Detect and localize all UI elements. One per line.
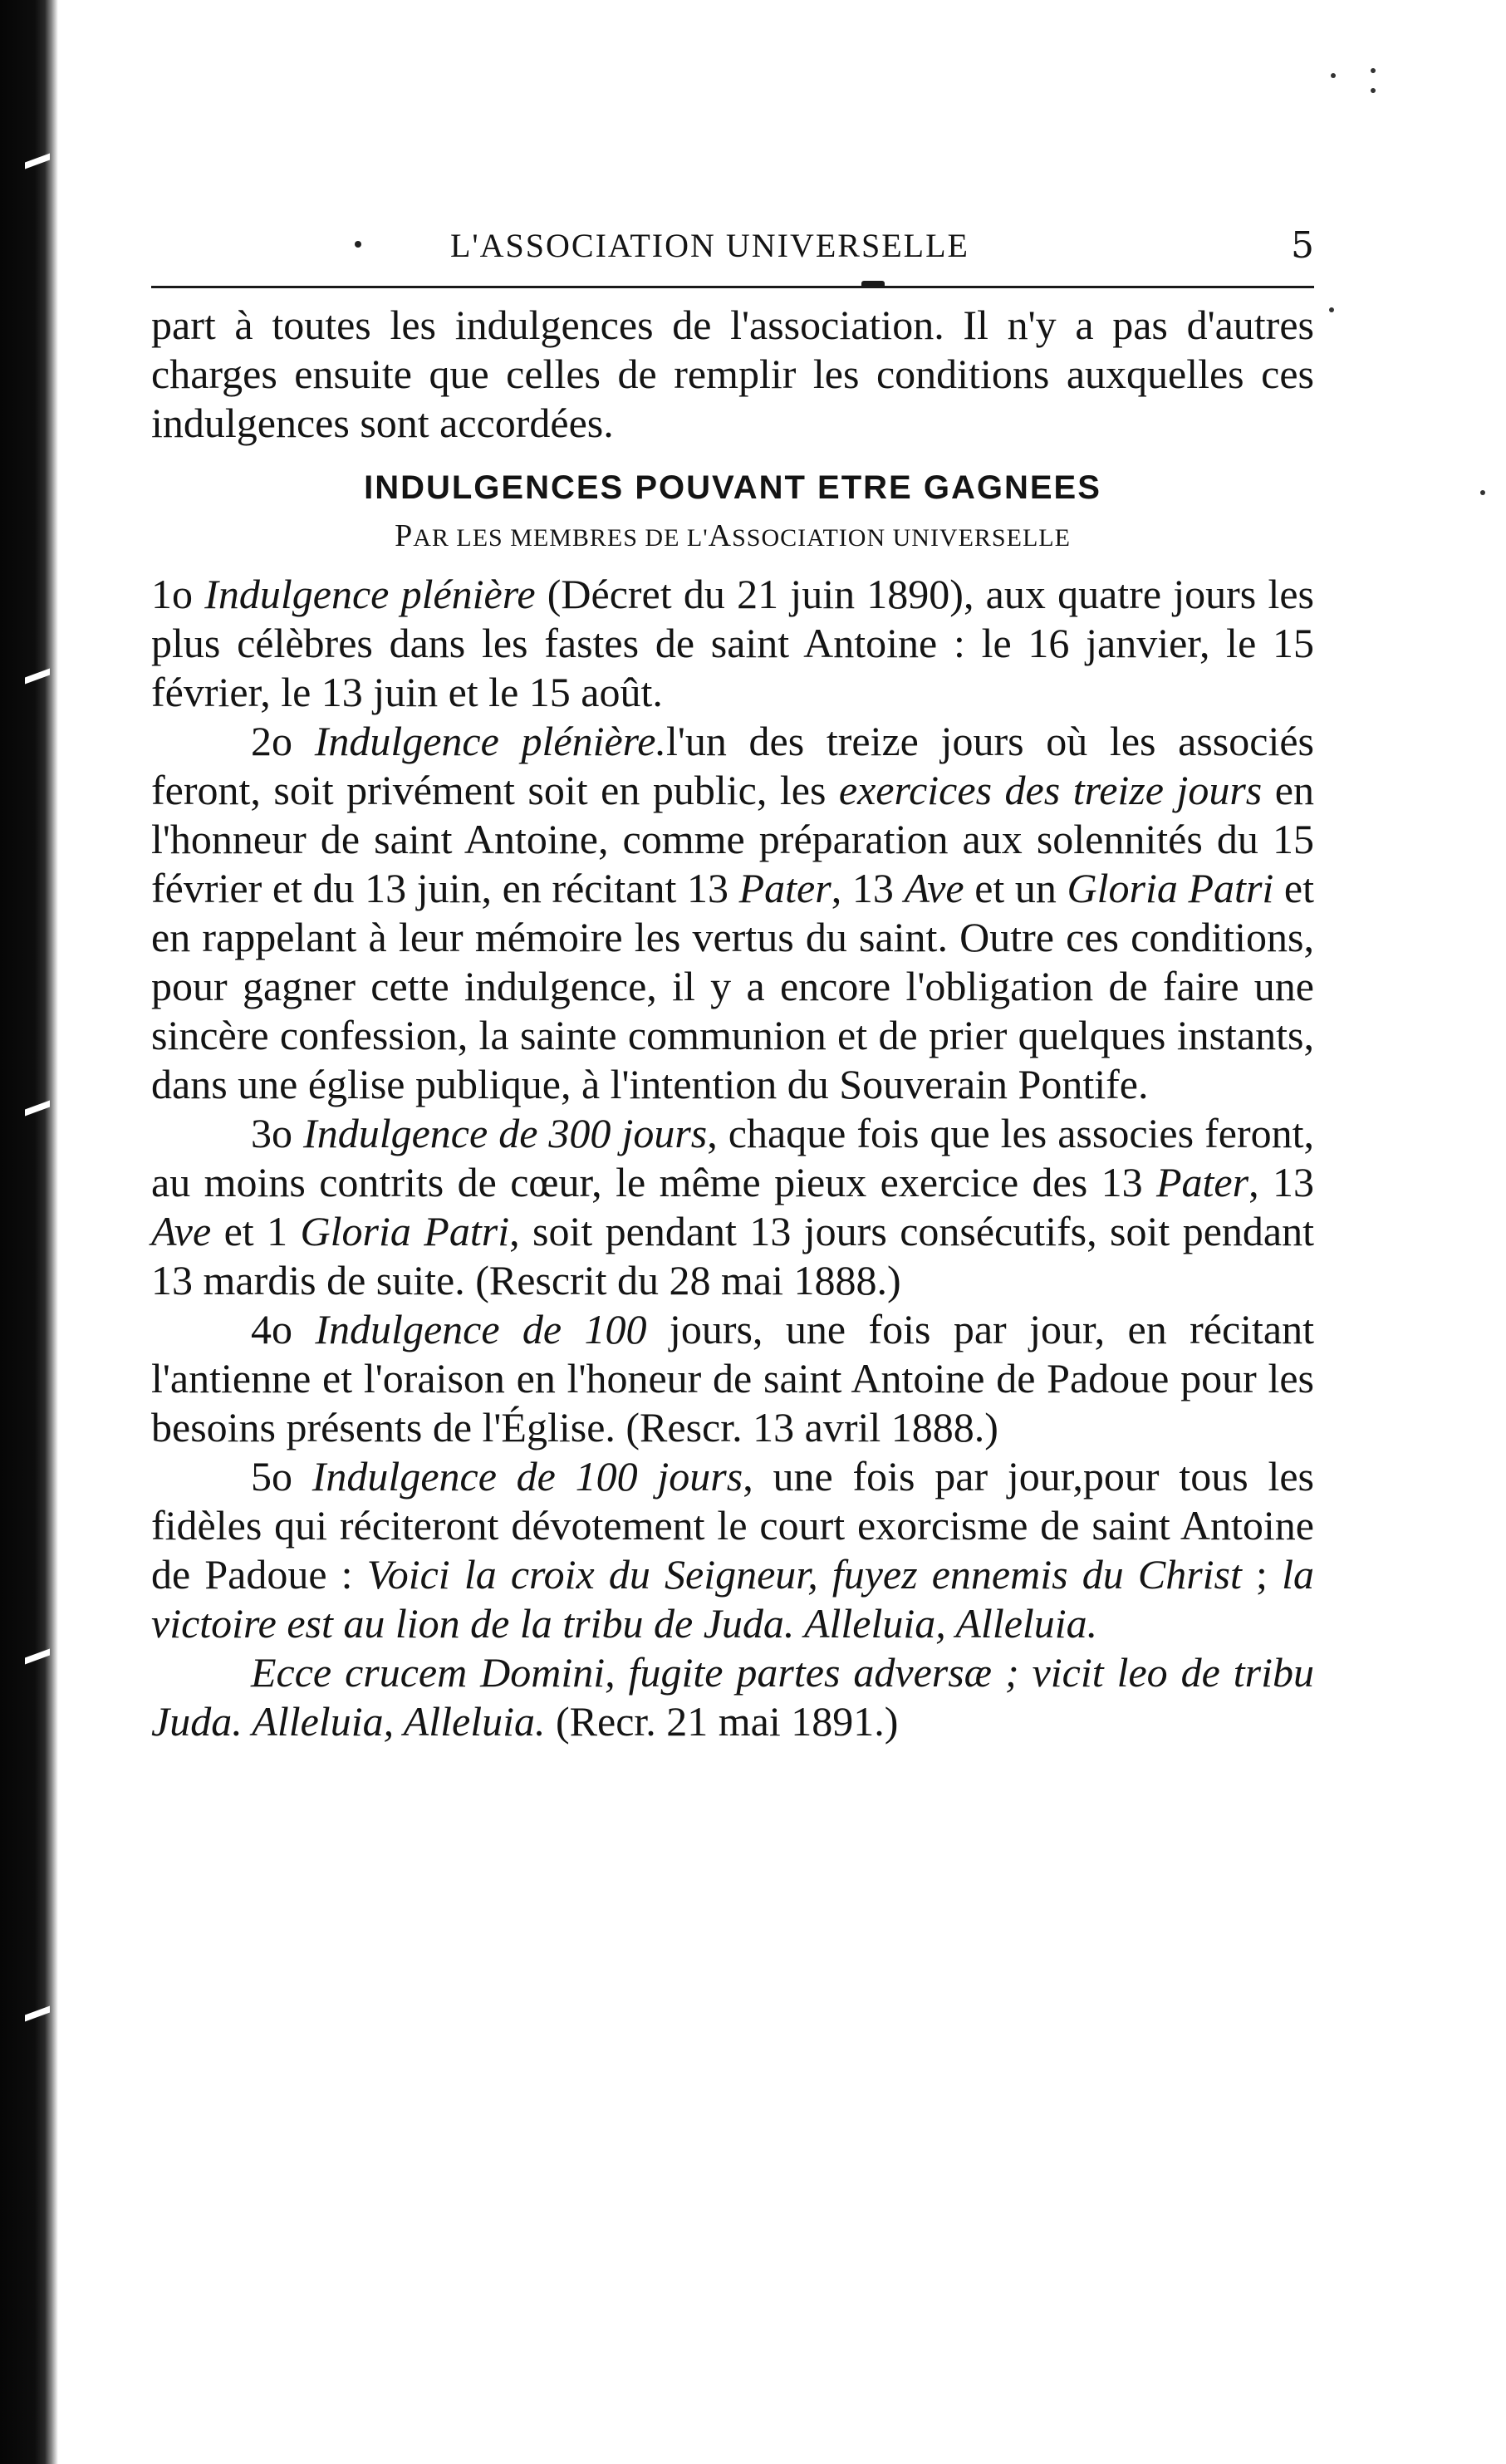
running-head-title: L'ASSOCIATION UNIVERSELLE (450, 227, 969, 264)
binding-notch (25, 1649, 50, 1665)
binding-notch (25, 1101, 50, 1117)
item-number: 1o (151, 571, 205, 617)
item-number: 4o (251, 1306, 316, 1352)
running-head-bullet (355, 241, 361, 248)
page-body (151, 301, 1314, 1746)
item-text: , chaque fois que les associes feront, au moins contrits de cœur, le même pieux exercice des 13 (151, 1110, 1315, 1205)
item-text: (Décret du 21 juin 1890), aux quatre jours les plus célèbres dans les fastes de saint Antoine : le 16 janvier, le 15 février, le 13 juin et le 15 août. (151, 571, 1315, 715)
item-italic: Ave (151, 1208, 212, 1254)
page-number: 5 (1291, 224, 1314, 267)
binding-notch (25, 669, 50, 685)
header-rule (151, 286, 1314, 288)
running-head (151, 223, 1314, 272)
binding-edge (0, 0, 58, 2464)
section-subheading (151, 516, 1314, 558)
item-number: 3o (251, 1110, 304, 1156)
latin-prayer (151, 1648, 1314, 1746)
scan-speck (1329, 307, 1334, 312)
item-italic: Gloria Patri (300, 1208, 510, 1254)
indulgence-item-5 (151, 1452, 1314, 1648)
intro-paragraph (151, 301, 1314, 448)
item-italic: Pater (1156, 1159, 1249, 1205)
item-italic: Ave (904, 865, 964, 911)
item-italic: Voici la croix du Seigneur, fuyez ennemis du Christ (366, 1551, 1242, 1598)
subheading-initial: P (395, 518, 414, 553)
item-text: jours, une fois par jour, en récitant l'antienne et l'oraison en l'honeur de saint Antoine de Padoue pour les besoins présents de l'Église. (Rescr. 13 avril 1888.) (151, 1306, 1315, 1450)
item-text: , 13 (1248, 1159, 1314, 1205)
subheading-initial: A (708, 518, 733, 553)
item-text: , une fois par jour,pour tous les fidèles qui réciteront dévotement le court exorcisme de saint Antoine de Padoue : (151, 1453, 1315, 1598)
item-text: l'un des treize jours où les associés feront, soit privément soit en public, les (151, 718, 1314, 813)
item-text: et en rappelant à leur mémoire les vertus du saint. Outre ces conditions, pour gagner cette indulgence, il y a encore l'obligation de faire une sincère confession, la sainte communion et de prier quelques instants, dans une église publique, à l'intention du Souverain Pontife. (151, 865, 1314, 1107)
item-italic: Gloria Patri (1067, 865, 1274, 911)
item-italic: la victoire est au lion de la tribu de Juda. Alleluia, Alleluia. (151, 1551, 1314, 1647)
item-title: Indulgence de 100 (315, 1306, 647, 1352)
subheading-text: SSOCIATION UNIVERSELLE (732, 524, 1071, 552)
scan-speck (1331, 73, 1336, 78)
item-text: ; (1241, 1551, 1283, 1598)
item-text: et un (964, 865, 1067, 911)
latin-reference: (Recr. 21 mai 1891.) (545, 1698, 899, 1745)
indulgence-item-3 (151, 1109, 1314, 1305)
item-number: 2o (251, 718, 315, 764)
indulgence-item-2 (151, 717, 1314, 1109)
binding-notch (25, 154, 50, 169)
item-title: Indulgence plénière (204, 571, 536, 617)
scan-speck (1480, 490, 1485, 495)
item-italic: Pater (738, 865, 831, 911)
item-title: Indulgence plénière. (314, 718, 666, 764)
binding-notch (25, 2006, 50, 2022)
scan-speck (1371, 68, 1376, 73)
item-title: Indulgence de 100 jours (312, 1453, 743, 1500)
intro-text: part à toutes les indulgences de l'association. Il n'y a pas d'autres charges ensuite que celles de remplir les conditions auxquelles ces indulgences sont accordées. (151, 302, 1314, 446)
latin-text: Ecce crucem Domini, fugite partes adversæ ; vicit leo de tribu Juda. Alleluia, Alleluia. (151, 1649, 1314, 1745)
subheading-text: AR LES MEMBRES DE L' (413, 524, 709, 552)
section-heading: INDULGENCES POUVANT ETRE GAGNEES (364, 469, 1101, 506)
item-text: en l'honneur de saint Antoine, comme préparation aux solennités du 15 février et du 13 juin, en récitant 13 (151, 767, 1314, 911)
item-text: et 1 (211, 1208, 301, 1254)
item-text: , soit pendant 13 jours consécutifs, soit pendant 13 mardis de suite. (Rescrit du 28 mai 1888.) (151, 1208, 1314, 1303)
item-italic: exercices des treize jours (838, 767, 1263, 813)
item-title: Indulgence de 300 jours (303, 1110, 708, 1156)
item-text: , 13 (831, 865, 905, 911)
item-number: 5o (251, 1453, 312, 1500)
rule-ornament (861, 281, 885, 286)
scan-speck (1371, 88, 1376, 93)
indulgence-item-4 (151, 1305, 1314, 1452)
indulgence-item-1 (151, 570, 1314, 717)
